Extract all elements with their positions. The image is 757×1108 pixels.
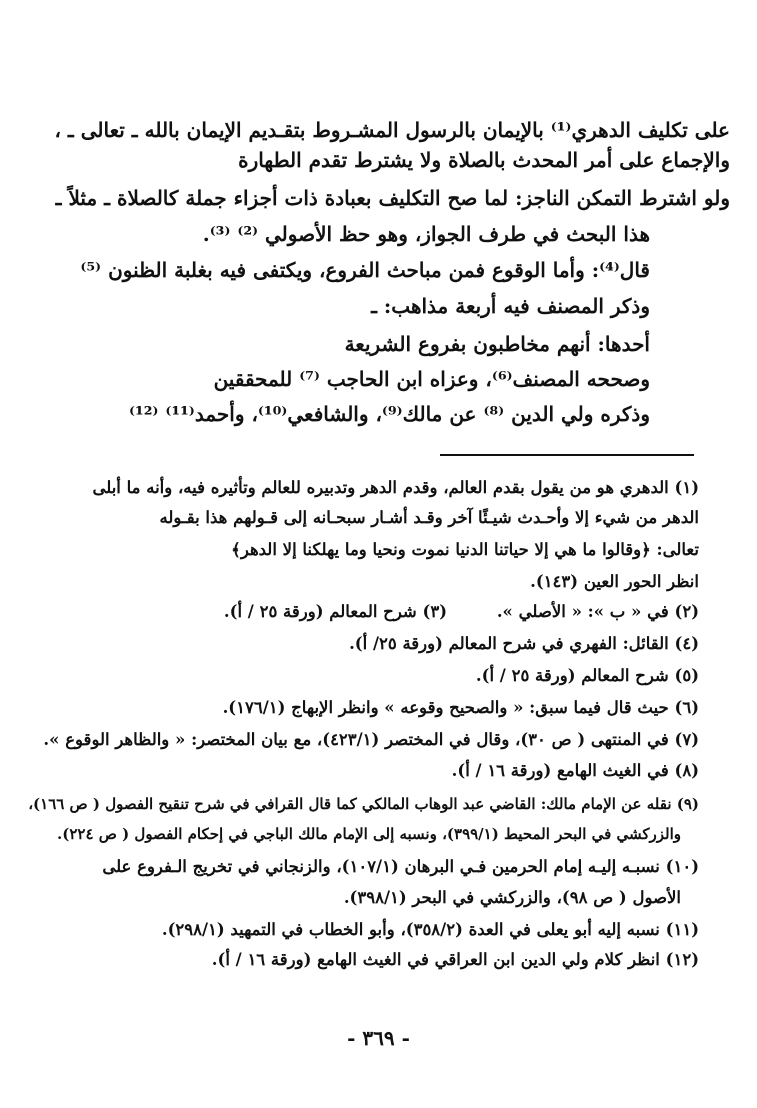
footnote-line-6: (٥) شرح المعالم (ورقة ٢٥ / أ).	[475, 666, 699, 685]
main-text-line-9: وذكره ولي الدين ⁽⁸⁾ عن مالك⁽⁹⁾، والشافعي⁽¹⁰⁾، وأحمد⁽¹¹⁾ ⁽¹²⁾	[128, 402, 650, 426]
main-text-line-4: هذا البحث في طرف الجواز، وهو حظ الأصولي ⁽²⁾ ⁽³⁾.	[202, 222, 650, 246]
footnote-line-15: (١٢) انظر كلام ولي الدين ابن العراقي في الغيث الهامع (ورقة ١٦ / أ).	[211, 950, 699, 969]
footnote-separator	[440, 454, 694, 456]
footnote-line-14: (١١) نسبه إليه أبو يعلى في العدة (٣٥٨/٢)، وأبو الخطاب في التمهيد (٢٩٨/١).	[161, 920, 699, 939]
main-text-line-7: أحدها: أنهم مخاطبون بفروع الشريعة	[344, 332, 650, 356]
footnote-line-9: (٨) في الغيث الهامع (ورقة ١٦ / أ).	[451, 761, 699, 780]
footnote-2: (٢) في « ب »: « الأصلي ».	[496, 602, 699, 621]
footnote-line-1: (١) الدهري هو من يقول بقدم العالم، وقدم الدهر وتدبيره للعالم وتأثيره فيه، وأنه ما أبلى	[92, 478, 699, 497]
footnote-line-8: (٧) في المنتهى ( ص ٣٠)، وقال في المختصر (٤٢٣/١)، مع بيان المختصر: « والظاهر الوقوع ».	[43, 730, 699, 749]
main-text-line-5: قال⁽⁴⁾: وأما الوقوع فمن مباحث الفروع، ويكتفى فيه بغلبة الظنون ⁽⁵⁾	[80, 258, 650, 282]
footnote-3: (٣) شرح المعالم (ورقة ٢٥ / أ).	[223, 602, 447, 621]
footnote-line-2: الدهر من شيء إلا وأحـدث شيـئًا آخر وقـد أشـار سبحـانه إلى قـولهم هذا بقـوله	[159, 508, 699, 527]
footnote-line-11: والزركشي في البحر المحيط (٣٩٩/١)، ونسبه إلى الإمام مالك الباجي في إحكام الفصول ( ص ٢٢٤).	[57, 825, 681, 843]
footnote-line-4: انظر الحور العين (١٤٣).	[530, 572, 699, 591]
footnote-line-10: (٩) نقله عن الإمام مالك: القاضي عبد الوهاب المالكي كما قال القرافي في شرح تنقيح الفصول ( ص ١٦٦)،	[28, 795, 699, 813]
footnote-line-13: الأصول ( ص ٩٨)، والزركشي في البحر (٣٩٨/١).	[343, 888, 681, 907]
footnote-line-3: تعالى: ﴿وقالوا ما هي إلا حياتنا الدنيا نموت ونحيا وما يهلكنا إلا الدهر﴾	[231, 540, 699, 559]
footnote-line-12: (١٠) نسبـه إليـه إمام الحرمين فـي البرهان (١٠٧/١)، والزنجاني في تخريج الـفروع على	[102, 857, 699, 876]
main-text-line-2: والإجماع على أمر المحدث بالصلاة ولا يشترط تقدم الطهارة	[238, 148, 730, 172]
footnote-line-5: (٤) القائل: الفهري في شرح المعالم (ورقة ٢٥/ أ).	[349, 634, 699, 653]
footnote-line-7: (٦) حيث قال فيما سبق: « والصحيح وقوعه » وانظر الإبهاج (١٧٦/١).	[222, 698, 699, 717]
main-text-line-6: وذكر المصنف فيه أربعة مذاهب: ـ	[371, 294, 650, 318]
main-text-line-8: وصححه المصنف⁽⁶⁾، وعزاه ابن الحاجب ⁽⁷⁾ للمحققين	[213, 367, 650, 391]
main-text-line-3: ولو اشترط التمكن الناجز: لما صح التكليف بعبادة ذات أجزاء جملة كالصلاة ـ مثلاً ـ	[55, 186, 730, 210]
page-number: - ٣٦٩ -	[347, 1026, 410, 1050]
main-text-line-1: على تكليف الدهري⁽¹⁾ بالإيمان بالرسول المشـروط بتقـديم الإيمان بالله ـ تعالى ـ ،	[54, 118, 730, 142]
